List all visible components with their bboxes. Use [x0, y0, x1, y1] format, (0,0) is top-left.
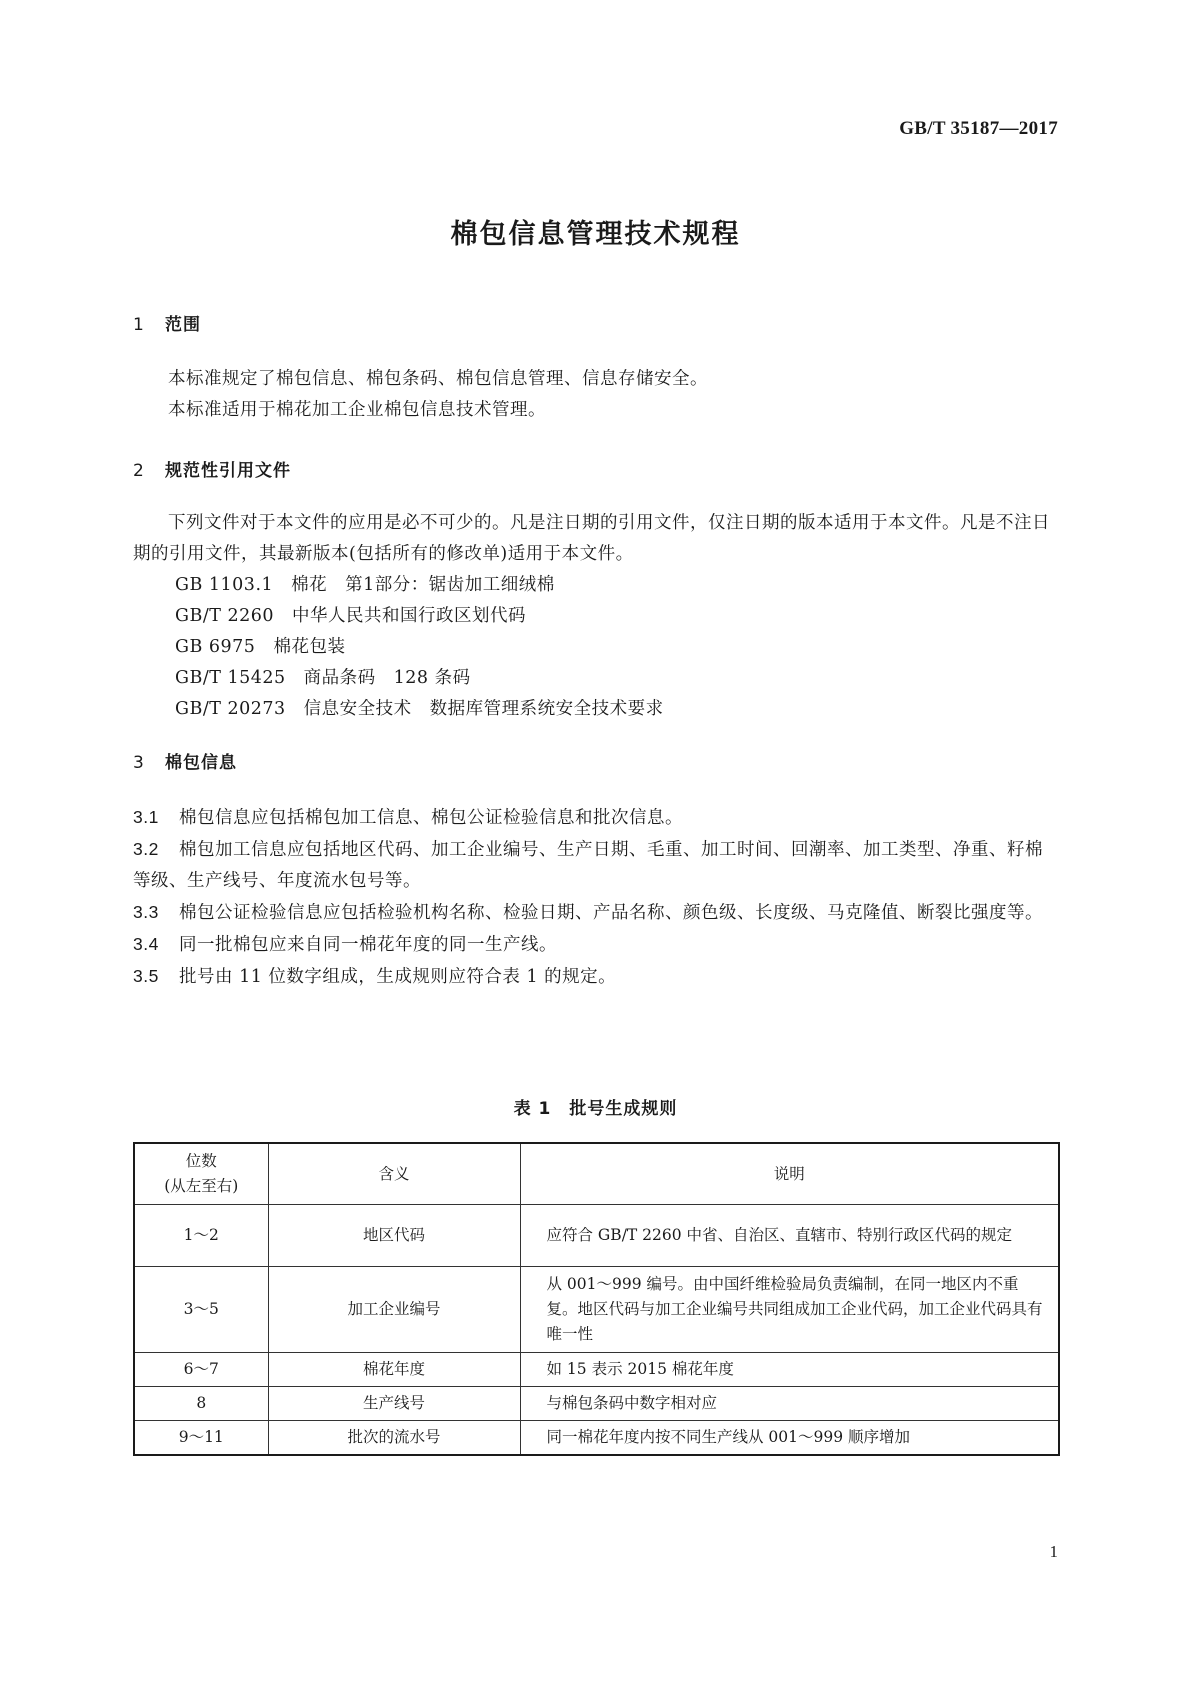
table-row	[134, 1205, 1059, 1267]
reference-item	[133, 601, 1058, 632]
reference-item	[133, 694, 1058, 725]
clause-text: 棉包公证检验信息应包括检验机构名称、检验日期、产品名称、颜色级、长度级、马克隆值、断裂比强度等。	[179, 903, 1043, 923]
table-row	[134, 1421, 1059, 1456]
clause-3-5	[133, 961, 1058, 993]
table-row	[134, 1267, 1059, 1353]
reference-code: GB 6975	[175, 637, 256, 657]
section-2-body	[133, 508, 1058, 725]
clause-number: 3.2	[133, 839, 159, 859]
reference-item	[133, 663, 1058, 694]
cell-position: 9～11	[134, 1421, 268, 1456]
cell-meaning: 批次的流水号	[268, 1421, 520, 1456]
clause-3-4	[133, 929, 1058, 961]
table-caption: 表 1 批号生成规则	[513, 1099, 678, 1119]
cell-position: 1～2	[134, 1205, 268, 1267]
section-number: 2	[133, 461, 145, 481]
table-row	[134, 1387, 1059, 1421]
clause-number: 3.5	[133, 966, 159, 986]
clause-text: 批号由 11 位数字组成，生成规则应符合表 1 的规定。	[179, 967, 617, 987]
standard-code: GB/T 35187—2017	[899, 118, 1058, 139]
cell-position: 3～5	[134, 1267, 268, 1353]
reference-title: 商品条码 128 条码	[303, 668, 471, 688]
column-header-description: 说明	[520, 1143, 1059, 1205]
header-line: (从左至右)	[164, 1177, 239, 1195]
clause-text: 棉包加工信息应包括地区代码、加工企业编号、生产日期、毛重、加工时间、回潮率、加工类型、净重、籽棉等级、生产线号、年度流水包号等。	[133, 840, 1043, 891]
section-number: 3	[133, 753, 145, 773]
section-3-body	[133, 802, 1058, 993]
cell-meaning: 加工企业编号	[268, 1267, 520, 1353]
reference-title: 棉花包装	[273, 637, 346, 657]
section-number: 1	[133, 315, 145, 335]
reference-code: GB/T 15425	[175, 668, 286, 688]
reference-title: 棉花 第1部分：锯齿加工细绒棉	[291, 575, 555, 595]
cell-description: 如 15 表示 2015 棉花年度	[520, 1353, 1059, 1387]
clause-3-3	[133, 897, 1058, 929]
paragraph: 本标准适用于棉花加工企业棉包信息技术管理。	[168, 400, 546, 420]
clause-number: 3.4	[133, 934, 159, 954]
section-2-heading	[133, 456, 291, 481]
clause-number: 3.1	[133, 807, 159, 827]
batch-number-rules-table	[133, 1142, 1060, 1456]
section-title: 规范性引用文件	[165, 461, 291, 481]
section-1-heading	[133, 310, 201, 335]
clause-text: 棉包信息应包括棉包加工信息、棉包公证检验信息和批次信息。	[179, 808, 683, 828]
cell-meaning: 棉花年度	[268, 1353, 520, 1387]
cell-description: 应符合 GB/T 2260 中省、自治区、直辖市、特别行政区代码的规定	[520, 1205, 1059, 1267]
cell-position: 6～7	[134, 1353, 268, 1387]
paragraph: 下列文件对于本文件的应用是必不可少的。凡是注日期的引用文件，仅注日期的版本适用于本文件。凡是不注日期的引用文件，其最新版本(包括所有的修改单)适用于本文件。	[133, 513, 1050, 564]
section-title: 范围	[165, 315, 201, 335]
cell-description: 同一棉花年度内按不同生产线从 001～999 顺序增加	[520, 1421, 1059, 1456]
clause-number: 3.3	[133, 902, 159, 922]
section-3-heading	[133, 748, 237, 773]
clause-3-2	[133, 834, 1058, 897]
reference-code: GB 1103.1	[175, 575, 274, 595]
reference-item	[133, 632, 1058, 663]
paragraph: 本标准规定了棉包信息、棉包条码、棉包信息管理、信息存储安全。	[168, 369, 708, 389]
table-header-row	[134, 1143, 1059, 1205]
column-header-meaning: 含义	[268, 1143, 520, 1205]
header-line: 位数	[185, 1152, 217, 1170]
cell-description: 与棉包条码中数字相对应	[520, 1387, 1059, 1421]
reference-item	[133, 570, 1058, 601]
cell-position: 8	[134, 1387, 268, 1421]
reference-title: 中华人民共和国行政区划代码	[292, 606, 527, 626]
cell-meaning: 地区代码	[268, 1205, 520, 1267]
document-title: 棉包信息管理技术规程	[450, 219, 741, 250]
table-row	[134, 1353, 1059, 1387]
cell-description: 从 001～999 编号。由中国纤维检验局负责编制，在同一地区内不重复。地区代码与加工企业编号共同组成加工企业代码，加工企业代码具有唯一性	[520, 1267, 1059, 1353]
cell-meaning: 生产线号	[268, 1387, 520, 1421]
section-1-body	[133, 364, 1058, 426]
reference-code: GB/T 20273	[175, 699, 286, 719]
page-number: 1	[1049, 1542, 1058, 1561]
section-title: 棉包信息	[165, 753, 237, 773]
column-header-position	[134, 1143, 268, 1205]
reference-code: GB/T 2260	[175, 606, 275, 626]
clause-text: 同一批棉包应来自同一棉花年度的同一生产线。	[179, 935, 557, 955]
reference-title: 信息安全技术 数据库管理系统安全技术要求	[303, 699, 664, 719]
clause-3-1	[133, 802, 1058, 834]
